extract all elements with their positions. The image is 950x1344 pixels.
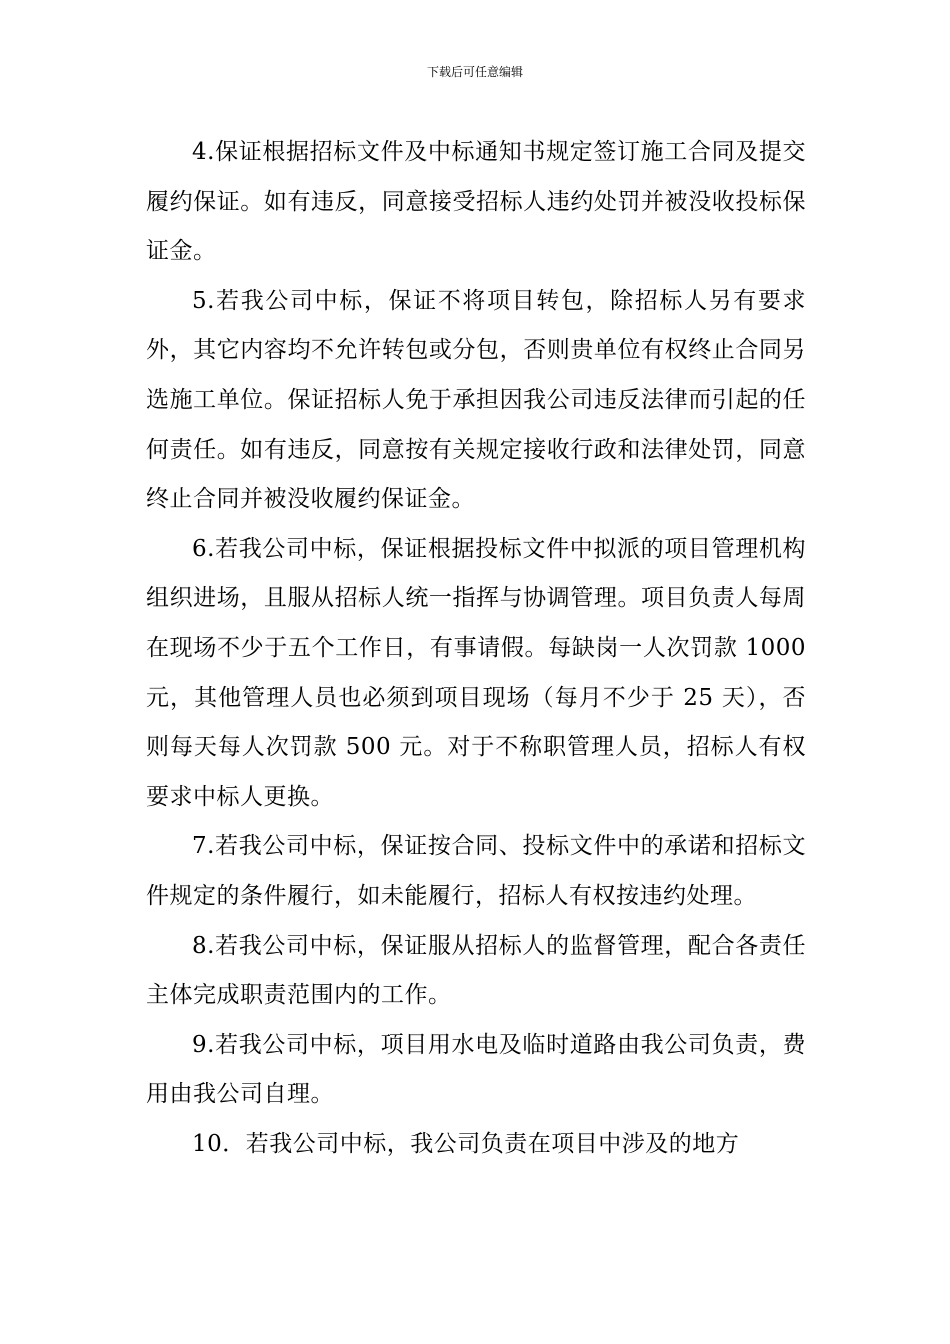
paragraph-10: 10．若我公司中标，我公司负责在项目中涉及的地方 — [192, 1130, 740, 1157]
paragraph-7: 7.若我公司中标，保证按合同、投标文件中的承诺和招标文件规定的条件履行，如未能履行，招标人有权按违约处理。 — [146, 833, 806, 909]
paragraph-8: 8.若我公司中标，保证服从招标人的监督管理，配合各责任主体完成职责范围内的工作。 — [146, 932, 806, 1009]
paragraph-5: 5.若我公司中标，保证不将项目转包，除招标人另有要求外，其它内容均不允许转包或分包，否则贵单位有权终止合同另选施工单位。保证招标人免于承担因我公司违反法律而引起的任何责任。如有违反，同意按有关规定接收行政和法律处罚，同意终止合同并被没收履约保证金。 — [146, 287, 806, 513]
paragraph-6: 6.若我公司中标，保证根据投标文件中拟派的项目管理机构组织进场，且服从招标人统一指挥与协调管理。项目负责人每周在现场不少于五个工作日，有事请假。每缺岗一人次罚款 1000 元，其他管理人员也必须到项目现场（每月不少于 25 天），否则每天每人次罚款 500 元。对于不称职管理人员，招标人有权要求中标人更换。 — [146, 535, 806, 810]
paragraph-9: 9.若我公司中标，项目用水电及临时道路由我公司负责，费用由我公司自理。 — [146, 1031, 806, 1108]
paragraph-4: 4.保证根据招标文件及中标通知书规定签订施工合同及提交履约保证。如有违反，同意接受招标人违约处罚并被没收投标保证金。 — [146, 139, 806, 265]
document-body — [146, 128, 806, 1169]
page-header: 下载后可任意编辑 — [426, 65, 523, 79]
